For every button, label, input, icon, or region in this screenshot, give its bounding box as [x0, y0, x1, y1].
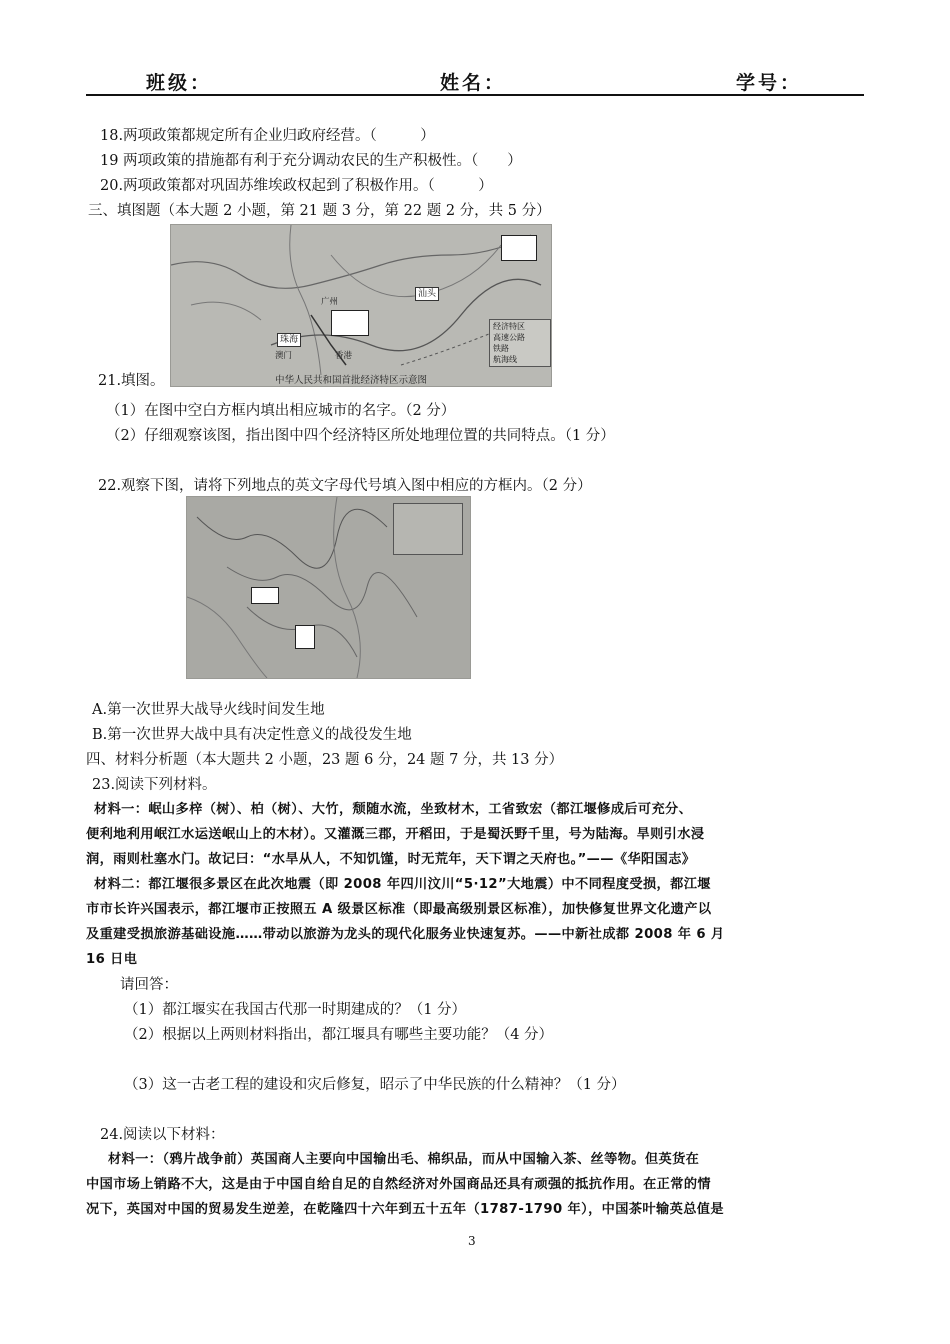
- legend-rail: 铁路: [493, 344, 509, 353]
- please-answer: 请回答：: [120, 977, 178, 993]
- question-23-1: （1）都江堰实在我国古代那一时期建成的？（1 分）: [124, 1002, 467, 1018]
- option-a: A.第一次世界大战导火线时间发生地: [92, 702, 325, 718]
- name-label: 姓名：: [440, 72, 507, 94]
- section-3-heading: 三、填图题（本大题 2 小题，第 21 题 3 分，第 22 题 2 分，共 5 分）: [88, 203, 551, 219]
- question-20: 20.两项政策都对巩固苏维埃政权起到了积极作用。（ ）: [100, 178, 493, 194]
- map-caption: 中华人民共和国首批经济特区示意图: [275, 375, 428, 386]
- material-1-line-1: 材料一：岷山多梓（树）、柏（树）、大竹，颓随水流，坐致材木，工省致宏（都江堰修成后可充分、: [94, 802, 693, 817]
- blank-box-2[interactable]: [501, 235, 537, 261]
- legend-highway: 高速公路: [493, 333, 525, 342]
- legend-sea: 航海线: [493, 355, 517, 364]
- question-19: 19 两项政策的措施都有利于充分调动农民的生产积极性。（ ）: [100, 153, 522, 169]
- wwi-map: [186, 496, 471, 679]
- question-22: 22.观察下图，请将下列地点的英文字母代号填入图中相应的方框内。（2 分）: [98, 478, 592, 494]
- label-aomen: 澳门: [275, 351, 293, 361]
- tag-shantou: 汕头: [415, 287, 439, 301]
- material-2-line-1: 材料二：都江堰很多景区在此次地震（即 2008 年四川汶川“5·12”大地震）中不同程度受损，都江堰: [94, 877, 711, 892]
- student-id-label: 学号：: [736, 72, 803, 94]
- question-23-3: （3）这一古老工程的建设和灾后修复，昭示了中华民族的什么精神？（1 分）: [124, 1077, 626, 1093]
- blank-box-1[interactable]: [331, 310, 369, 336]
- material-3-line-2: 中国市场上销路不大，这是由于中国自给自足的自然经济对外国商品还具有顽强的抵抗作用。在正常的情: [86, 1177, 712, 1192]
- blank-box-3[interactable]: [251, 587, 279, 604]
- question-24: 24.阅读以下材料：: [100, 1127, 225, 1143]
- sez-map: [170, 224, 552, 387]
- option-b: B.第一次世界大战中具有决定性意义的战役发生地: [92, 727, 412, 743]
- material-2-line-4: 16 日电: [86, 952, 138, 967]
- material-1-line-3: 润，雨则杜塞水门。故记曰：“水旱从人，不知饥馑，时无荒年，天下谓之天府也。”——《华阳国志》: [86, 852, 696, 867]
- question-21: 21.填图。: [98, 373, 165, 389]
- legend-special: 经济特区: [493, 322, 525, 331]
- section-4-heading: 四、材料分析题（本大题共 2 小题，23 题 6 分，24 题 7 分，共 13 分）: [86, 752, 564, 768]
- material-2-line-3: 及重建受损旅游基础设施……带动以旅游为龙头的现代化服务业快速复苏。——中新社成都 2008 年 6 月: [86, 927, 725, 942]
- blank-box-4[interactable]: [295, 625, 315, 649]
- class-label: 班级：: [146, 72, 213, 94]
- material-3-line-3: 况下，英国对中国的贸易发生逆差，在乾隆四十六年到五十五年（1787-1790 年），中国茶叶输英总值是: [86, 1202, 724, 1217]
- material-1-line-2: 便利地利用岷江水运送岷山上的木材）。又灌溉三郡，开稻田，于是蜀沃野千里，号为陆海。旱则引水浸: [86, 827, 705, 842]
- question-21-2: （2）仔细观察该图，指出图中四个经济特区所处地理位置的共同特点。（1 分）: [106, 428, 615, 444]
- question-21-1: （1）在图中空白方框内填出相应城市的名字。（2 分）: [106, 403, 456, 419]
- label-xianggang: 香港: [335, 351, 353, 361]
- question-23: 23.阅读下列材料。: [92, 777, 217, 793]
- label-guangzhou: 广州: [321, 297, 339, 307]
- tag-zhuhai: 珠海: [277, 333, 301, 347]
- material-2-line-2: 市市长许兴国表示，都江堰市正按照五 A 级景区标准（即最高级别景区标准），加快修复世界文化遗产以: [86, 902, 712, 917]
- material-3-line-1: 材料一：（鸦片战争前）英国商人主要向中国输出毛、棉织品，而从中国输入茶、丝等物。但英货在: [108, 1152, 700, 1167]
- header-divider: [86, 94, 864, 96]
- map-legend: [489, 319, 551, 367]
- question-23-2: （2）根据以上两则材料指出，都江堰具有哪些主要功能？（4 分）: [124, 1027, 554, 1043]
- page-number: 3: [468, 1234, 476, 1248]
- wwi-map-legend: [393, 503, 463, 555]
- question-18: 18.两项政策都规定所有企业归政府经营。（ ）: [100, 128, 435, 144]
